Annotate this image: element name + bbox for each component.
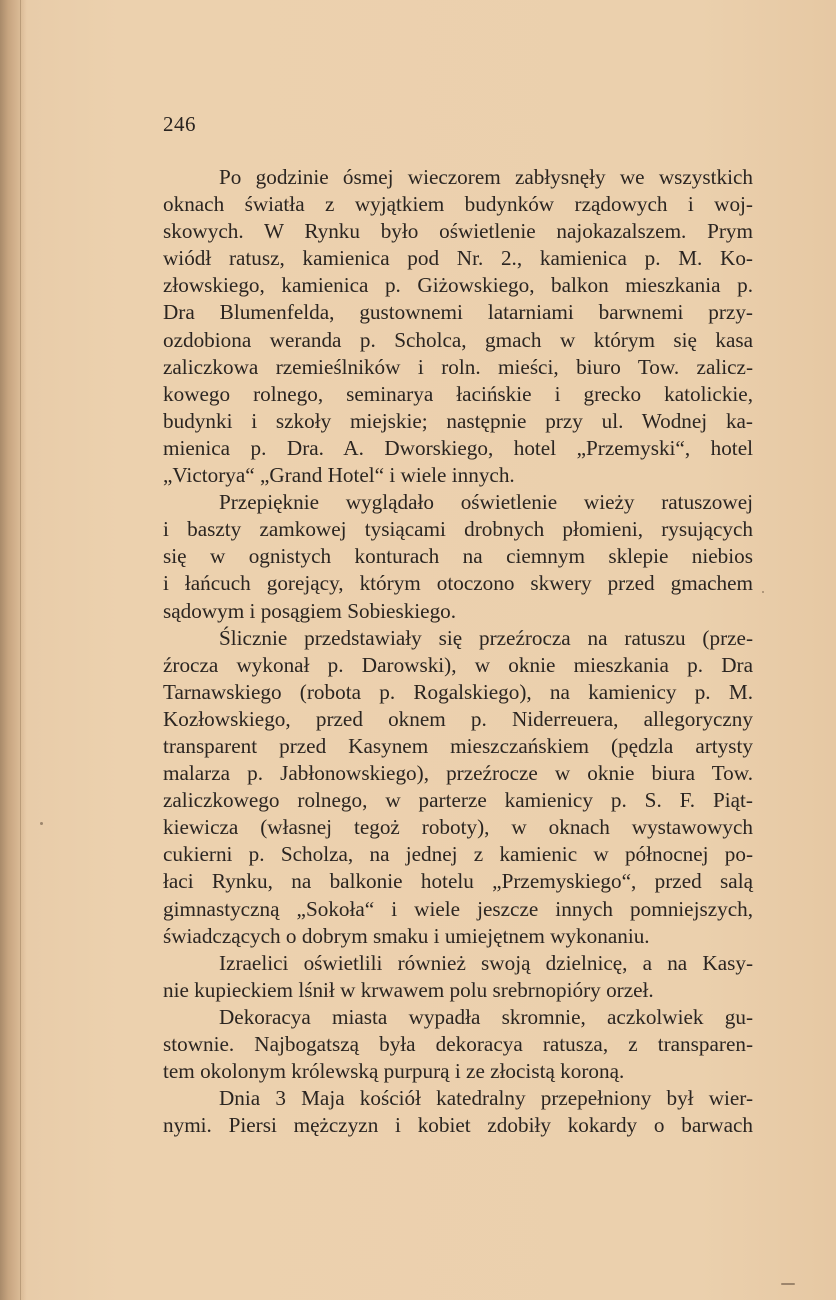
text-line: Dekoracya miasta wypadła skromnie, aczkolwiek gu-	[219, 1004, 753, 1029]
text-line: stownie. Najbogatszą była dekoracya ratusza, z transparen-	[163, 1032, 753, 1056]
text-line: wiódł ratusz, kamienica pod Nr. 2., kamienica p. M. Ko-	[163, 246, 753, 271]
text-line: transparent przed Kasynem mieszczańskiem (pędzla artysty	[163, 733, 753, 758]
text-line: budynki i szkoły miejskie; następnie przy ul. Wodnej ka-	[163, 408, 753, 433]
paper-speck	[781, 1283, 795, 1285]
text-line: Po godzinie ósmej wieczorem zabłysnęły we wszystkich	[219, 165, 753, 189]
book-binding-edge	[0, 0, 26, 1300]
text-line: nie kupieckiem lśnił w krwawem polu srebrnopióry orzeł.	[163, 977, 654, 1002]
text-line: malarza p. Jabłonowskiego), przeźrocze w oknie biura Tow.	[163, 761, 753, 786]
text-line: Tarnawskiego (robota p. Rogalskiego), na kamienicy p. M.	[163, 679, 753, 704]
text-line: Dnia 3 Maja kościół katedralny przepełniony był wier-	[219, 1086, 753, 1111]
text-line: „Victorya“ „Grand Hotel“ i wiele innych.	[163, 463, 515, 488]
text-line: skowych. W Rynku było oświetlenie najokazalszem. Prym	[163, 219, 753, 244]
text-line: złowskiego, kamienica p. Giżowskiego, balkon mieszkania p.	[163, 273, 753, 298]
text-line: cukierni p. Scholza, na jednej z kamienic w północnej po-	[163, 842, 753, 867]
paper-speck	[40, 822, 43, 825]
text-line: świadczących o dobrym smaku i umiejętnem wykonaniu.	[163, 923, 650, 948]
text-line: gimnastyczną „Sokoła“ i wiele jeszcze innych pomniejszych,	[163, 896, 753, 921]
text-line: źrocza wykonał p. Darowski), w oknie mieszkania p. Dra	[163, 652, 753, 677]
text-line: oknach światła z wyjątkiem budynków rządowych i woj-	[163, 192, 753, 217]
text-line: Izraelici oświetlili również swoją dzielnicę, a na Kasy-	[219, 950, 753, 975]
paper-speck	[762, 591, 764, 593]
text-line: Kozłowskiego, przed oknem p. Niderreuera, allegoryczny	[163, 706, 753, 731]
page-number: 246	[163, 112, 196, 136]
text-line: ozdobiona weranda p. Scholca, gmach w którym się kasa	[163, 327, 753, 352]
text-line: tem okolonym królewską purpurą i ze złocistą koroną.	[163, 1059, 625, 1084]
text-line: Ślicznie przedstawiały się przeźrocza na ratuszu (prze-	[219, 625, 753, 650]
text-line: kowego rolnego, seminarya łacińskie i grecko katolickie,	[163, 381, 753, 406]
text-line: Dra Blumenfelda, gustownemi latarniami barwnemi przy-	[163, 300, 753, 325]
text-line: zaliczkowego rolnego, w parterze kamienicy p. S. F. Piąt-	[163, 788, 753, 813]
text-line: nymi. Piersi mężczyzn i kobiet zdobiły kokardy o barwach	[163, 1113, 753, 1138]
binding-gutter-line	[20, 0, 21, 1300]
text-line: Przepięknie wyglądało oświetlenie wieży ratuszowej	[219, 490, 753, 515]
text-line: łaci Rynku, na balkonie hotelu „Przemyskiego“, przed salą	[163, 869, 753, 894]
text-line: kiewicza (własnej tegoż roboty), w oknach wystawowych	[163, 815, 753, 840]
text-line: i łańcuch gorejący, którym otoczono skwery przed gmachem	[163, 571, 753, 596]
text-line: sądowym i posągiem Sobieskiego.	[163, 598, 457, 623]
text-line: zaliczkowa rzemieślników i roln. mieści, biuro Tow. zalicz-	[163, 354, 753, 379]
text-line: mienica p. Dra. A. Dworskiego, hotel „Przemyski“, hotel	[163, 435, 753, 460]
body-text	[163, 164, 753, 1139]
text-line: się w ognistych konturach na ciemnym sklepie niebios	[163, 544, 753, 569]
text-line: i baszty zamkowej tysiącami drobnych płomieni, rysujących	[163, 517, 753, 542]
